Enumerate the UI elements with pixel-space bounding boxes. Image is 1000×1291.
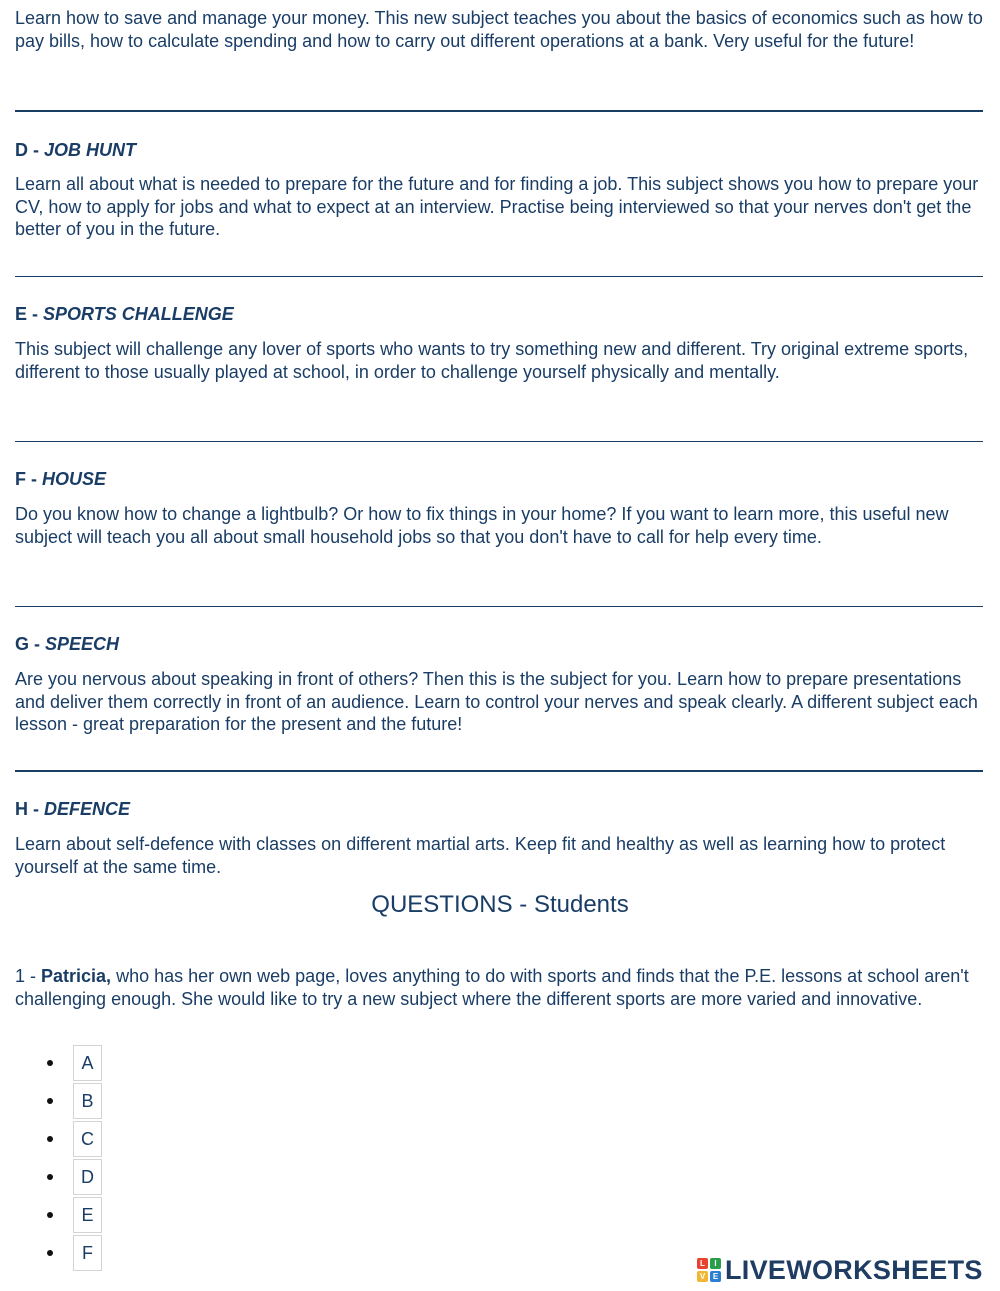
logo-text: LIVEWORKSHEETS — [725, 1255, 983, 1285]
bullet-icon — [47, 1098, 53, 1104]
bullet-icon — [47, 1250, 53, 1256]
section-divider — [15, 770, 983, 772]
bullet-icon — [47, 1174, 53, 1180]
question-1-text — [15, 965, 990, 1010]
intro-paragraph: Learn how to save and manage your money. This new subject teaches you about the basics of economics such as how to pay bills, how to calculate spending and how to carry out different operations at a bank. Very useful for the future! — [15, 8, 983, 51]
logo-block: L — [697, 1258, 708, 1269]
option-b-button[interactable]: B — [73, 1083, 102, 1119]
section-divider — [15, 606, 983, 607]
question-subject-name: Patricia, — [41, 966, 112, 986]
option-c-button[interactable]: C — [73, 1121, 102, 1157]
logo-block: I — [710, 1258, 721, 1269]
liveworksheets-logo — [697, 1255, 983, 1285]
section-text-speech: Are you nervous about speaking in front of others? Then this is the subject for you. Learn how to prepare presentations and deliver them correctly in front of an audience. Learn to control your nerves and speak clearly. A different subject each lesson - great preparation for the present and the future! — [15, 669, 978, 734]
section-text-sports-challenge: This subject will challenge any lover of sports who wants to try something new and different. Try original extreme sports, different to those usually played at school, in order to challenge yourself physically and mentally. — [15, 339, 969, 382]
section-text-house: Do you know how to change a lightbulb? Or how to fix things in your home? If you want to learn more, this useful new subject will teach you all about small household jobs so that you don't have to call for help every time. — [15, 504, 949, 547]
option-f-button[interactable]: F — [73, 1235, 102, 1271]
logo-block: E — [710, 1271, 721, 1282]
questions-title: QUESTIONS - Students — [371, 891, 629, 918]
section-heading-speech: G - SPEECH — [15, 634, 120, 654]
section-heading-sports-challenge: E - SPORTS CHALLENGE — [15, 304, 234, 324]
logo-block: V — [697, 1271, 708, 1282]
bullet-icon — [47, 1212, 53, 1218]
question-body: who has her own web page, loves anything to do with sports and finds that the P.E. lessons at school aren't challenging enough. She would like to try a new subject where the different sports are more varied and innovative. — [15, 966, 969, 1009]
section-text-defence: Learn about self-defence with classes on different martial arts. Keep fit and healthy as well as learning how to protect yourself at the same time. — [15, 834, 946, 877]
option-e-button[interactable]: E — [73, 1197, 102, 1233]
section-divider — [15, 110, 983, 112]
section-heading-house: F - HOUSE — [15, 469, 107, 489]
bullet-icon — [47, 1136, 53, 1142]
option-d-button[interactable]: D — [73, 1159, 102, 1195]
logo-icon — [697, 1258, 721, 1282]
option-a-button[interactable]: A — [73, 1045, 102, 1081]
section-divider — [15, 441, 983, 442]
section-text-job-hunt: Learn all about what is needed to prepare for the future and for finding a job. This subject shows you how to prepare your CV, how to apply for jobs and what to expect at an interview. Practise being interviewed so that your nerves don't get the better of you in the future. — [15, 174, 979, 239]
section-heading-job-hunt: D - JOB HUNT — [15, 140, 137, 160]
section-divider — [15, 276, 983, 277]
section-heading-defence: H - DEFENCE — [15, 799, 131, 819]
bullet-icon — [47, 1060, 53, 1066]
question-number: 1 - — [15, 966, 42, 986]
